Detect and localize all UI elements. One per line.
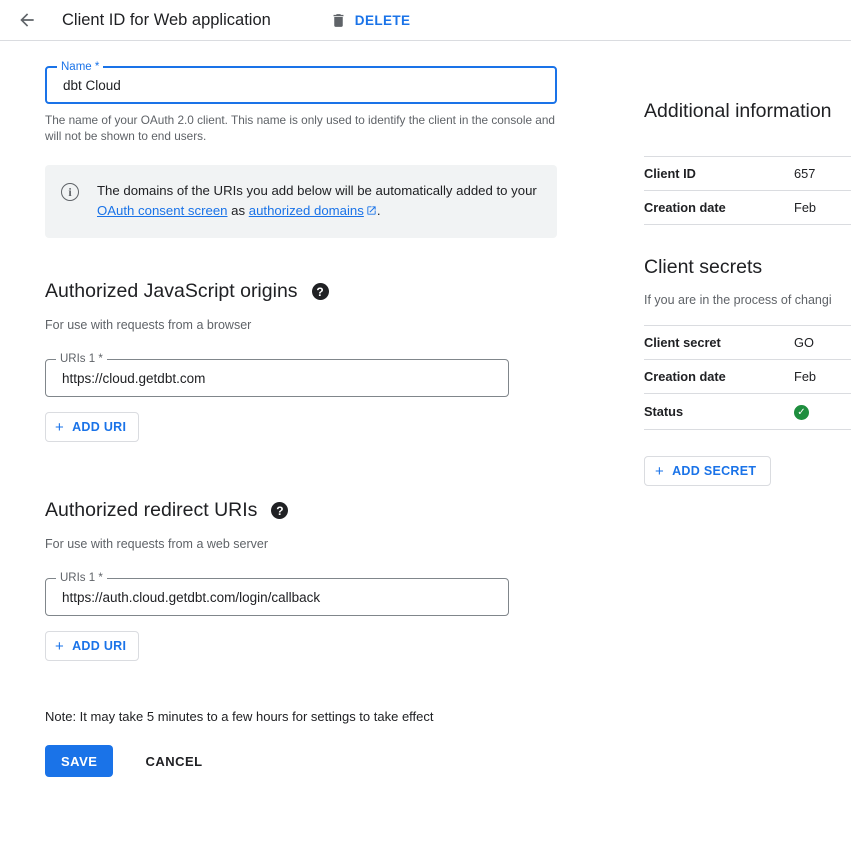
client-secrets-table [644, 325, 851, 430]
redirect-uris-add-uri-button[interactable] [45, 631, 139, 661]
help-icon[interactable]: ? [312, 283, 329, 300]
additional-information-panel [644, 100, 851, 486]
plus-icon: + [55, 637, 65, 655]
creation-date-key: Creation date [644, 191, 794, 225]
creation-date-value: Feb [794, 191, 851, 225]
form-actions [45, 745, 600, 777]
page-header [0, 0, 851, 40]
name-field[interactable] [45, 61, 557, 104]
page-title: Client ID for Web application [62, 10, 271, 29]
additional-information-title: Additional information [644, 100, 832, 122]
secret-creation-date-value: Feb [794, 360, 851, 394]
table-row [644, 326, 851, 360]
name-input[interactable] [61, 77, 541, 94]
redirect-uris-title: Authorized redirect URIs [45, 499, 258, 521]
js-origins-uri-input[interactable] [60, 370, 494, 387]
info-text-part2: as [227, 203, 249, 218]
name-field-label: Name * [57, 61, 103, 74]
content-area [0, 40, 851, 777]
client-secrets-title: Client secrets [644, 256, 763, 278]
plus-icon: + [655, 462, 665, 480]
status-key: Status [644, 394, 794, 430]
client-secrets-subtitle: If you are in the process of changi [644, 293, 832, 307]
js-origins-uri-field[interactable] [45, 353, 509, 397]
check-circle-icon: ✓ [794, 405, 809, 420]
info-text-part3: . [376, 203, 381, 218]
client-secret-key: Client secret [644, 326, 794, 360]
cancel-button[interactable]: CANCEL [137, 754, 210, 769]
redirect-uris-add-uri-label: ADD URI [72, 639, 127, 653]
redirect-uris-uri-label: URIs 1 * [56, 572, 107, 585]
trash-icon [330, 12, 347, 29]
client-secret-value: GO [794, 326, 851, 360]
redirect-uris-header [45, 499, 600, 522]
form-column [0, 40, 600, 777]
table-row [644, 157, 851, 191]
table-row [644, 191, 851, 225]
additional-information-table [644, 156, 851, 225]
add-secret-label: ADD SECRET [672, 464, 757, 478]
plus-icon: + [55, 418, 65, 436]
save-button[interactable]: SAVE [45, 745, 113, 777]
authorized-domains-link[interactable]: authorized domains [248, 203, 364, 218]
js-origins-uri-wrap [45, 353, 509, 397]
table-row [644, 360, 851, 394]
redirect-uris-uri-field[interactable] [45, 572, 509, 616]
info-icon: i [61, 183, 79, 201]
back-arrow-icon[interactable] [14, 7, 40, 33]
settings-note: Note: It may take 5 minutes to a few hours for settings to take effect [45, 709, 434, 724]
js-origins-subtitle: For use with requests from a browser [45, 318, 252, 332]
redirect-uris-uri-wrap [45, 572, 509, 616]
name-helper-text: The name of your OAuth 2.0 client. This name is only used to identify the client in the console and will not be shown to end users. [45, 113, 555, 143]
js-origins-add-uri-button[interactable] [45, 412, 139, 442]
js-origins-header [45, 280, 600, 303]
info-banner-text [97, 181, 539, 222]
delete-button-label: DELETE [354, 12, 411, 28]
secret-creation-date-key: Creation date [644, 360, 794, 394]
info-banner [45, 165, 557, 238]
delete-button[interactable] [330, 12, 411, 29]
js-origins-add-uri-label: ADD URI [72, 420, 127, 434]
js-origins-uri-label: URIs 1 * [56, 353, 107, 366]
help-icon[interactable]: ? [271, 502, 288, 519]
add-secret-button[interactable] [644, 456, 771, 486]
client-id-key: Client ID [644, 157, 794, 191]
status-value [794, 394, 851, 430]
redirect-uris-subtitle: For use with requests from a web server [45, 537, 268, 551]
info-text-part1: The domains of the URIs you add below will be automatically added to your [97, 183, 537, 198]
table-row [644, 394, 851, 430]
js-origins-title: Authorized JavaScript origins [45, 280, 298, 302]
client-id-value: 657 [794, 157, 851, 191]
redirect-uris-uri-input[interactable] [60, 589, 494, 606]
external-link-icon [366, 202, 377, 222]
oauth-consent-screen-link[interactable]: OAuth consent screen [97, 203, 228, 218]
